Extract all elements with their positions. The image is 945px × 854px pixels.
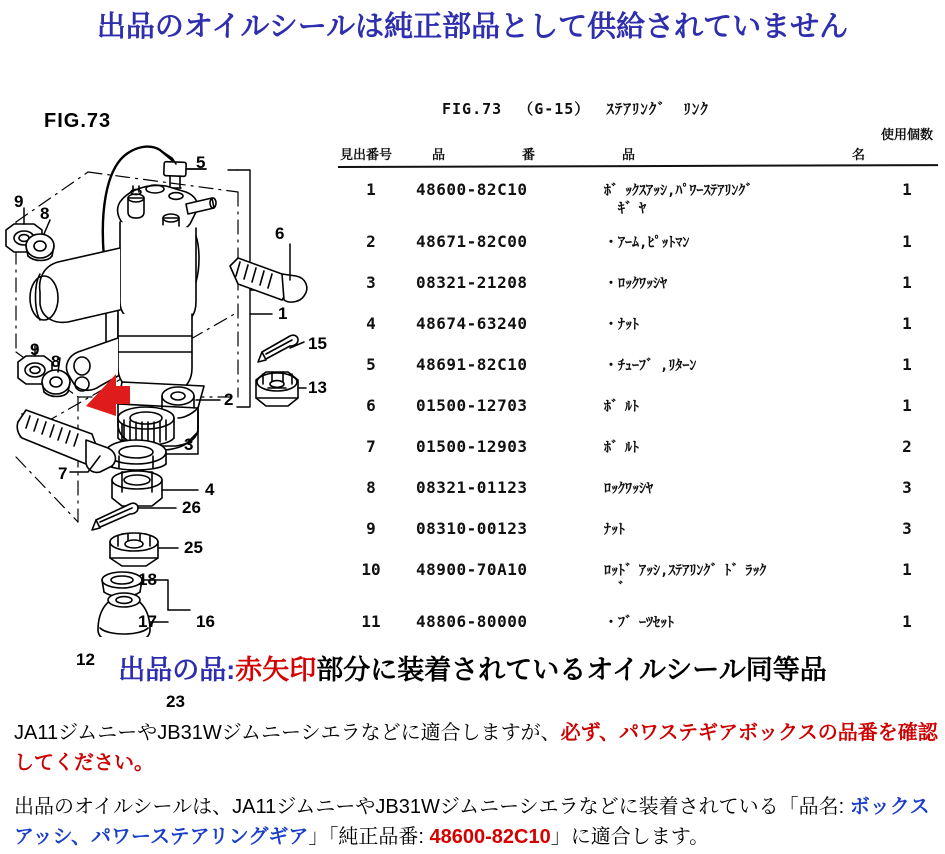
row-index: 2 <box>366 232 376 251</box>
paragraph-2-seg4: 48600-82C10 <box>429 826 551 848</box>
row-part-name: ﾎ゛ﾙﾄ <box>604 399 639 415</box>
row-quantity: 3 <box>902 519 912 538</box>
row-part-number: 08310-00123 <box>416 519 528 538</box>
table-title-fig: FIG.73 <box>442 100 503 118</box>
row-part-number: 01500-12903 <box>416 437 528 456</box>
table-title <box>442 98 709 119</box>
callout-6: 6 <box>275 224 285 243</box>
callout-7: 7 <box>58 464 68 483</box>
callout-15: 15 <box>308 334 327 353</box>
callout-12: 12 <box>76 650 95 669</box>
row-part-name-line2: ｷ゛ﾔ <box>618 201 646 217</box>
paragraph-2-seg5: 」に適合します。 <box>550 826 710 848</box>
callout-8a: 8 <box>40 204 50 223</box>
callout-25: 25 <box>184 538 203 557</box>
row-part-number: 48806-80000 <box>416 612 528 631</box>
row-index: 11 <box>361 612 381 631</box>
row-part-number: 48674-63240 <box>416 314 528 333</box>
callout-9a: 9 <box>14 192 24 211</box>
callout-26: 26 <box>182 498 201 517</box>
callout-1: 1 <box>278 304 288 323</box>
table-row <box>332 606 945 647</box>
callout-9b: 9 <box>30 340 40 359</box>
col-header-name1: 品 <box>622 148 636 163</box>
row-part-number: 08321-21208 <box>416 273 528 292</box>
table-row <box>332 308 945 349</box>
row-index: 9 <box>366 519 376 538</box>
sub-headline-part2: 赤矢印 <box>235 655 317 685</box>
row-part-name: ﾎ゛ｯｸｽｱｯｼ,ﾊﾟﾜｰｽﾃｱﾘﾝｸ゛ <box>604 183 760 199</box>
paragraph-2-seg1: 出品のオイルシールは、JA11ジムニーやJB31Wジムニーシエラなどに装着されている「品名: <box>14 796 850 818</box>
callout-13: 13 <box>308 378 327 397</box>
parts-table-panel <box>332 92 945 637</box>
table-row <box>332 472 945 513</box>
row-part-name-line2: ゛ <box>618 581 632 597</box>
paragraph-1-red: 必ず、パワステギアボックスの品番を確認してください。 <box>14 722 938 774</box>
row-part-name: ・ﾌ゛ｰﾂｾｯﾄ <box>604 615 674 631</box>
row-part-name: ﾅｯﾄ <box>604 522 625 538</box>
row-quantity: 1 <box>902 560 912 579</box>
row-quantity: 1 <box>902 612 912 631</box>
col-header-partno2: 番 <box>522 148 536 163</box>
col-header-partno1: 品 <box>432 148 446 163</box>
row-index: 6 <box>366 396 376 415</box>
row-part-name: ・ﾛｯｸﾜｯｼﾔ <box>604 276 667 292</box>
table-row <box>332 390 945 431</box>
sub-headline-part3: 部分に装着されているオイルシール同等品 <box>316 655 827 685</box>
table-row <box>332 226 945 267</box>
callout-3: 3 <box>184 435 194 454</box>
row-quantity: 1 <box>902 180 912 199</box>
table-row <box>332 267 945 308</box>
row-part-number: 48691-82C10 <box>416 355 528 374</box>
parts-diagram-svg <box>0 52 332 637</box>
table-row <box>332 554 945 606</box>
table-row <box>332 513 945 554</box>
table-title-name: ｽﾃｱﾘﾝｸ゛ ﾘﾝｸ <box>606 100 709 118</box>
row-index: 7 <box>366 437 376 456</box>
row-part-name: ﾎ゛ﾙﾄ <box>604 440 639 456</box>
row-part-name: ・ｱｰﾑ,ﾋﾟｯﾄﾏﾝ <box>604 235 690 251</box>
callout-17: 17 <box>138 612 157 631</box>
paragraph-1-black: JA11ジムニーやJB31Wジムニーシエラなどに適合しますが、 <box>14 722 561 744</box>
paragraph-2-seg3: 」「純正品番: <box>308 826 430 848</box>
row-quantity: 1 <box>902 273 912 292</box>
table-row <box>332 431 945 472</box>
row-index: 1 <box>366 180 376 199</box>
callout-2: 2 <box>224 390 234 409</box>
table-row <box>332 174 945 226</box>
sub-headline-part1: 出品の品: <box>118 655 236 685</box>
callout-8b: 8 <box>51 352 61 371</box>
row-quantity: 1 <box>902 232 912 251</box>
fig-label: FIG.73 <box>44 110 112 132</box>
row-part-name: ・ﾁｭｰﾌ゛,ﾘﾀｰﾝ <box>604 358 697 374</box>
col-header-name2: 名 <box>852 148 866 163</box>
table-column-headers <box>332 144 945 166</box>
row-part-number: 48900-70A10 <box>416 560 528 579</box>
row-quantity: 1 <box>902 355 912 374</box>
row-index: 5 <box>366 355 376 374</box>
col-header-no: 見出番号 <box>340 148 393 163</box>
callout-23: 23 <box>166 692 185 711</box>
paragraph-2-seg2: ボックスアッシ、パワーステアリングギア <box>14 796 930 848</box>
callout-16: 16 <box>196 612 215 631</box>
paragraph-fitment <box>14 718 939 778</box>
row-part-name: ﾛｯﾄ゛ｱｯｼ,ｽﾃｱﾘﾝｸ゛ﾄ゛ﾗｯｸ <box>604 563 767 579</box>
row-index: 10 <box>361 560 381 579</box>
callout-5: 5 <box>196 153 206 172</box>
row-index: 8 <box>366 478 376 497</box>
qty-column-header: 使用個数 <box>880 128 933 143</box>
row-part-name: ﾛｯｸﾜｯｼﾔ <box>604 481 653 497</box>
row-part-number: 48671-82C00 <box>416 232 528 251</box>
row-part-number: 01500-12703 <box>416 396 528 415</box>
table-row <box>332 349 945 390</box>
row-part-number: 48600-82C10 <box>416 180 528 199</box>
table-title-code: （G-15） <box>518 100 591 118</box>
callout-18: 18 <box>138 570 157 589</box>
row-index: 4 <box>366 314 376 333</box>
row-quantity: 1 <box>902 314 912 333</box>
row-part-name: ・ﾅｯﾄ <box>604 317 639 333</box>
row-quantity: 2 <box>902 437 912 456</box>
row-part-number: 08321-01123 <box>416 478 528 497</box>
table-rows <box>332 174 945 647</box>
callout-4: 4 <box>205 480 215 499</box>
page-title: 出品のオイルシールは純正部品として供給されていません <box>96 11 849 43</box>
row-quantity: 1 <box>902 396 912 415</box>
paragraph-partnumber <box>14 792 939 852</box>
row-index: 3 <box>366 273 376 292</box>
sub-headline <box>0 648 945 687</box>
row-quantity: 3 <box>902 478 912 497</box>
